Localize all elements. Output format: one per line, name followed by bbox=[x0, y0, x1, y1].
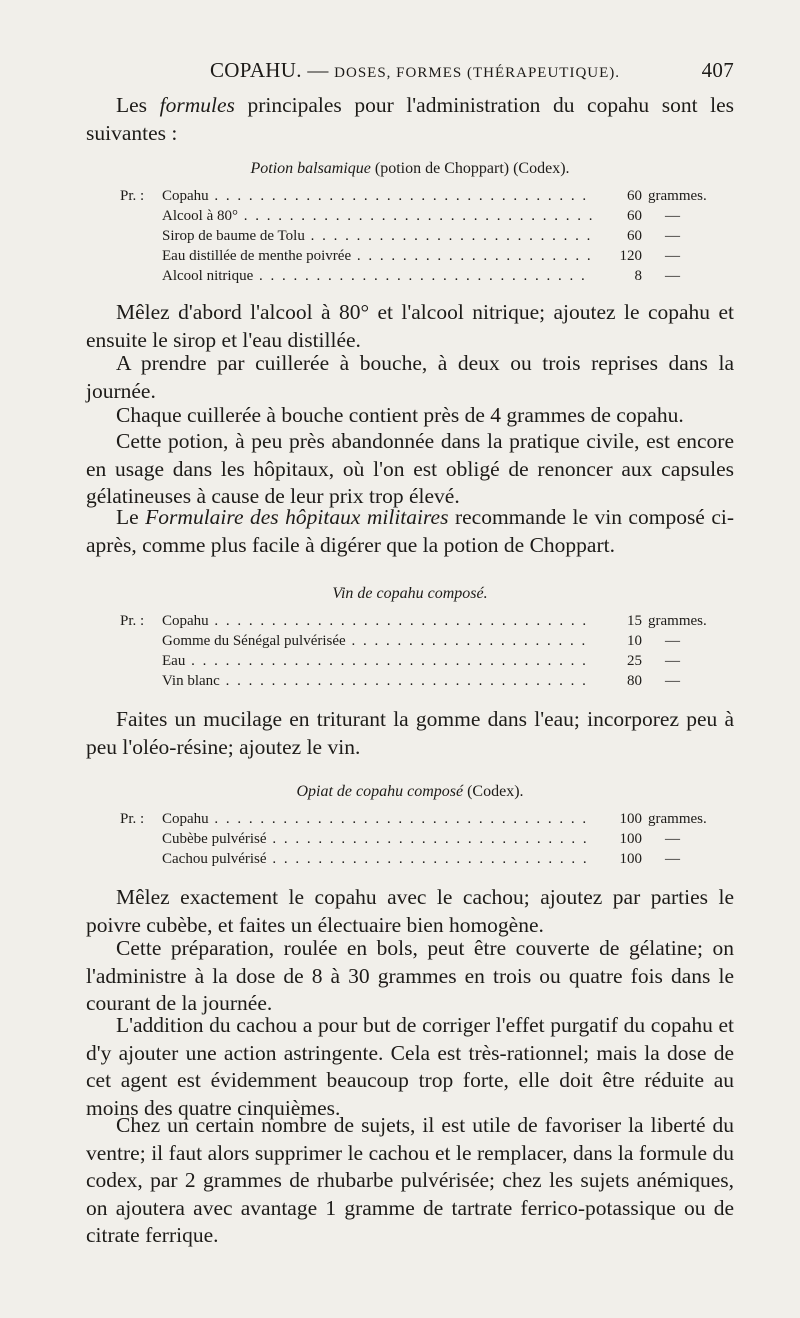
recipe-row bbox=[120, 809, 720, 829]
ingredient-unit: — bbox=[665, 673, 680, 689]
intro-after: principales pour l'administration du copahu sont les suivantes : bbox=[86, 93, 735, 145]
recipe-row bbox=[120, 651, 720, 671]
page-number: 407 bbox=[701, 58, 734, 82]
potion-paragraph-4: Cette potion, à peu près abandonnée dans la pratique civile, est encore en usage dans les hôpitaux, où l'on est obligé de renoncer aux capsules gélatineuses à cause de leur prix trop élevé. bbox=[86, 429, 734, 508]
opiat-title-italic: Opiat de copahu composé bbox=[296, 783, 464, 800]
vin-title-italic: Vin de copahu composé. bbox=[332, 585, 488, 602]
recipe-row bbox=[120, 186, 720, 206]
ingredient-qty: 60 bbox=[627, 188, 642, 204]
ingredient-name: Copahu . . . bbox=[162, 611, 592, 631]
recipe-row bbox=[120, 671, 720, 691]
formulaire-paragraph bbox=[86, 504, 734, 559]
header-title-small: DOSES, FORMES (THÉRAPEUTIQUE). bbox=[334, 65, 621, 81]
ingredient-qty: 120 bbox=[619, 248, 642, 264]
ingredient-qty: 100 bbox=[619, 811, 642, 827]
ingredient-qty: 100 bbox=[619, 851, 642, 867]
ingredient-unit: — bbox=[665, 831, 680, 847]
ingredient-qty: 60 bbox=[627, 208, 642, 224]
ingredient-qty: 80 bbox=[627, 673, 642, 689]
ingredient-unit: — bbox=[665, 248, 680, 264]
ingredient-qty: 100 bbox=[619, 831, 642, 847]
recipe-row bbox=[120, 829, 720, 849]
ingredient-name: Eau . . . bbox=[162, 651, 592, 671]
opiat-title bbox=[86, 783, 734, 801]
intro-before: Les bbox=[116, 93, 160, 117]
potion-title bbox=[86, 160, 734, 178]
potion-recipe bbox=[120, 186, 720, 286]
intro-paragraph bbox=[86, 92, 734, 147]
recipe-row bbox=[120, 849, 720, 869]
recipe-row bbox=[120, 631, 720, 651]
ingredient-name: Alcool nitrique . . . bbox=[162, 266, 592, 286]
ingredient-unit: grammes. bbox=[648, 613, 707, 629]
recipe-row bbox=[120, 611, 720, 631]
potion-paragraph-2: A prendre par cuillerée à bouche, à deux ou trois reprises dans la journée. bbox=[86, 351, 734, 403]
recipe-row bbox=[120, 246, 720, 266]
ingredient-name: Sirop de baume de Tolu . . . bbox=[162, 226, 592, 246]
formulaire-before: Le bbox=[116, 505, 146, 529]
ingredient-unit: — bbox=[665, 633, 680, 649]
vin-paragraph: Faites un mucilage en triturant la gomme dans l'eau; incorporez peu à peu l'oléo-résine; ajoutez le vin. bbox=[86, 707, 734, 759]
vin-recipe bbox=[120, 611, 720, 691]
ingredient-unit: — bbox=[665, 228, 680, 244]
recipe-row bbox=[120, 206, 720, 226]
ingredient-unit: — bbox=[665, 851, 680, 867]
ingredient-qty: 8 bbox=[634, 268, 642, 284]
opiat-paragraph-3: L'addition du cachou a pour but de corriger l'effet purgatif du copahu et d'y ajouter une action astringente. Cela est très-rationnel; mais la dose de cet agent est évidemment beaucoup trop forte, elle doit être réduite au moins des quatre cinquièmes. bbox=[86, 1013, 734, 1120]
opiat-paragraph-2: Cette préparation, roulée en bols, peut être couverte de gélatine; on l'administre à la dose de 8 à 30 grammes en trois ou quatre fois dans le courant de la journée. bbox=[86, 936, 734, 1015]
opiat-paragraph-1: Mêlez exactement le copahu avec le cachou; ajoutez par parties le poivre cubèbe, et faites un électuaire bien homogène. bbox=[86, 885, 734, 937]
potion-title-italic: Potion balsamique bbox=[250, 160, 371, 177]
recipe-prefix: Pr. : bbox=[120, 188, 145, 204]
ingredient-unit: grammes. bbox=[648, 811, 707, 827]
ingredient-name: Gomme du Sénégal pulvérisée . . . bbox=[162, 631, 592, 651]
ingredient-qty: 25 bbox=[627, 653, 642, 669]
ingredient-unit: — bbox=[665, 268, 680, 284]
formulaire-after: recommande le vin composé ci-après, comme plus facile à digérer que la potion de Choppart. bbox=[86, 505, 735, 557]
vin-title bbox=[86, 585, 734, 603]
ingredient-name: Alcool à 80° . . . bbox=[162, 206, 592, 226]
intro-italic: formules bbox=[159, 93, 235, 117]
ingredient-name: Vin blanc . . . bbox=[162, 671, 592, 691]
opiat-paragraph-4: Chez un certain nombre de sujets, il est utile de favoriser la liberté du ventre; il faut alors supprimer le cachou et le remplacer, dans la formule du codex, par 2 grammes de rhubarbe pulvérisée; chez les sujets anémiques, on ajoutera avec avantage 1 gramme de tartrate ferrico-potassique ou de citrate ferrique. bbox=[86, 1113, 734, 1247]
header-title bbox=[210, 58, 620, 83]
ingredient-unit: — bbox=[665, 653, 680, 669]
potion-title-rest: (potion de Choppart) (Codex). bbox=[370, 160, 570, 177]
ingredient-name: Copahu . . . bbox=[162, 809, 592, 829]
recipe-row bbox=[120, 266, 720, 286]
ingredient-name: Cubèbe pulvérisé . . . bbox=[162, 829, 592, 849]
ingredient-unit: grammes. bbox=[648, 188, 707, 204]
ingredient-qty: 10 bbox=[627, 633, 642, 649]
potion-paragraph-3: Chaque cuillerée à bouche contient près de 4 grammes de copahu. bbox=[116, 403, 684, 427]
ingredient-qty: 15 bbox=[627, 613, 642, 629]
ingredient-unit: — bbox=[665, 208, 680, 224]
potion-paragraph-1: Mêlez d'abord l'alcool à 80° et l'alcool nitrique; ajoutez le copahu et ensuite le sirop et l'eau distillée. bbox=[86, 300, 734, 352]
ingredient-name: Copahu . . . bbox=[162, 186, 592, 206]
formulaire-italic: Formulaire des hôpitaux militaires bbox=[145, 505, 449, 529]
opiat-recipe bbox=[120, 809, 720, 869]
recipe-prefix: Pr. : bbox=[120, 613, 145, 629]
ingredient-name: Cachou pulvérisé . . . bbox=[162, 849, 592, 869]
recipe-prefix: Pr. : bbox=[120, 811, 145, 827]
recipe-row bbox=[120, 226, 720, 246]
ingredient-name: Eau distillée de menthe poivrée . . . bbox=[162, 246, 592, 266]
opiat-title-rest: (Codex). bbox=[463, 783, 524, 800]
header-title-main: COPAHU. — bbox=[210, 58, 335, 82]
ingredient-qty: 60 bbox=[627, 228, 642, 244]
